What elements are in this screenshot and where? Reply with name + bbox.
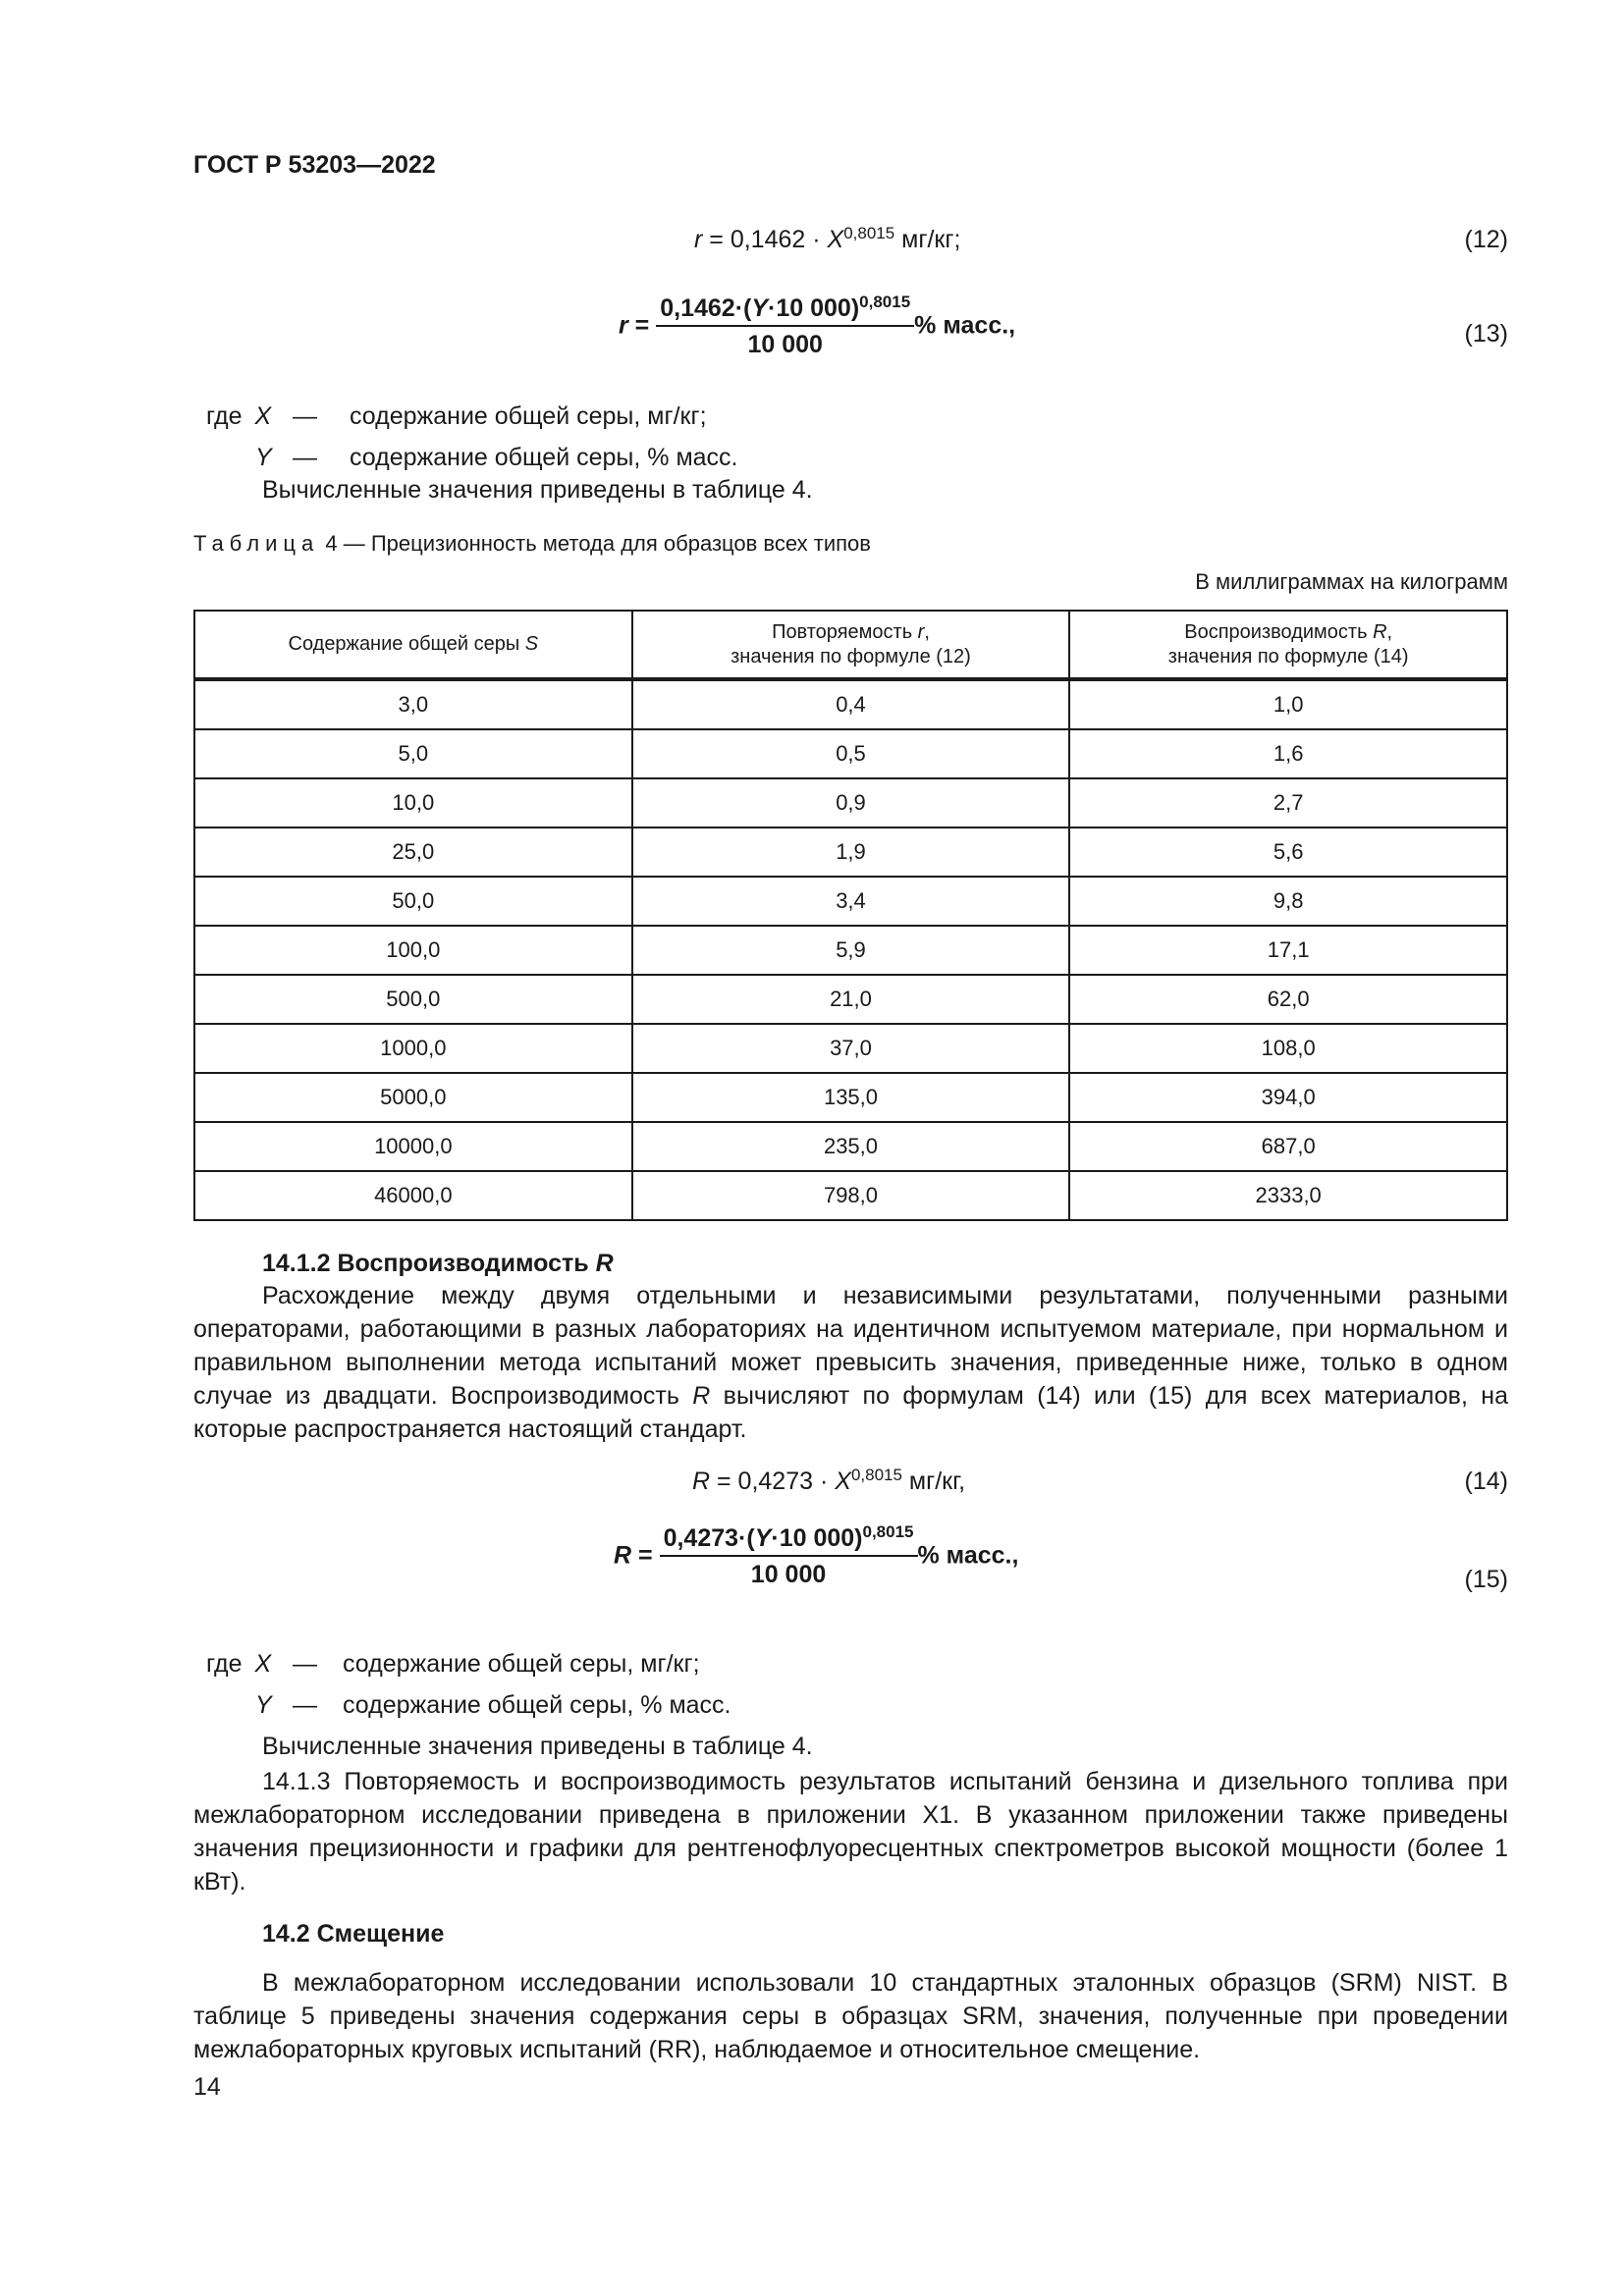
formula-15-lhs: R: [614, 1541, 632, 1570]
formula-13-fraction: [656, 294, 914, 359]
table4-header-row: [194, 611, 1507, 679]
formula-13-coef: 0,1462·(: [660, 294, 752, 322]
table-row: [194, 1171, 1507, 1220]
table-cell: 5000,0: [194, 1073, 632, 1122]
table-cell: 5,9: [632, 926, 1070, 975]
section-14-2-paragraph: В межлабораторном исследовании использовали 10 стандартных эталонных образцов (SRM) NIST. В таблице 5 приведены значения содержания серы в образцах SRM, значения, полученные при проведении межлабораторных круговых испытаний (RR), наблюдаемое и относительное смещение.: [193, 1969, 1508, 2063]
where2-prefix: где: [206, 1650, 243, 1678]
formula-12-exp: 0,8015: [843, 224, 895, 242]
formula-13-numerator: [656, 294, 914, 327]
formula-14-number: (14): [1464, 1468, 1508, 1495]
formula-12-unit: мг/кг;: [894, 226, 961, 253]
formula-14-lhs: R: [692, 1468, 711, 1495]
where1-y-dash: —: [293, 444, 317, 471]
table-cell: 10000,0: [194, 1122, 632, 1171]
formula-15-denominator: 10 000: [750, 1561, 827, 1588]
formula-14-text: = 0,4273 ·: [710, 1468, 836, 1495]
where2-x-var: X: [254, 1650, 272, 1678]
where2-x-text: содержание общей серы, мг/кг;: [343, 1650, 700, 1678]
formula-15-var: Y: [754, 1524, 772, 1552]
table-cell: 62,0: [1069, 975, 1507, 1024]
table-cell: 5,6: [1069, 828, 1507, 877]
table-cell: 0,5: [632, 729, 1070, 778]
formula-12: [694, 226, 960, 254]
table4-units: В миллиграммах на килограмм: [1195, 569, 1508, 594]
formula-13: [619, 294, 1015, 359]
table4-caption-label: Таблица: [193, 531, 320, 556]
formula-12-var: X: [827, 226, 844, 253]
formula-13-exp: 0,8015: [859, 293, 911, 311]
formula-15-coef: 0,4273·(: [663, 1524, 755, 1552]
formula-15-numerator: [660, 1524, 918, 1557]
table-cell: 0,9: [632, 778, 1070, 828]
where1-prefix: где: [206, 402, 243, 430]
table-row: [194, 828, 1507, 877]
where2-y-text: содержание общей серы, % масс.: [343, 1691, 731, 1719]
where1-note: Вычисленные значения приведены в таблице 4.: [262, 476, 813, 504]
formula-12-number: (12): [1464, 226, 1508, 253]
formula-13-number: (13): [1464, 320, 1508, 347]
formula-15-eq: =: [631, 1541, 660, 1570]
table-cell: 687,0: [1069, 1122, 1507, 1171]
table-cell: 1000,0: [194, 1024, 632, 1073]
table4-caption: [193, 531, 871, 557]
formula-14: [692, 1468, 965, 1496]
table4-header-reproducibility: Воспроизводимость R, значения по формуле (14): [1069, 611, 1507, 679]
formula-15: [614, 1524, 1018, 1589]
formula-12-lhs: r: [694, 226, 703, 253]
section-14-2-heading: 14.2 Смещение: [262, 1920, 445, 1948]
table-cell: 25,0: [194, 828, 632, 877]
page-number: 14: [193, 2073, 221, 2101]
section-14-1-2-heading: 14.1.2 Воспроизводимость R: [262, 1250, 614, 1277]
table-cell: 46000,0: [194, 1171, 632, 1220]
formula-15-unit: % масс.,: [917, 1541, 1019, 1570]
table-cell: 17,1: [1069, 926, 1507, 975]
table4-header-repeatability: Повторяемость r, значения по формуле (12): [632, 611, 1070, 679]
formula-15-fraction: [660, 1524, 918, 1589]
table-row: [194, 679, 1507, 729]
where2-y-var: Y: [255, 1691, 272, 1719]
table4: [193, 610, 1508, 1221]
where2-y-dash: —: [293, 1691, 317, 1719]
where1-x-var: X: [254, 402, 272, 430]
formula-14-exp: 0,8015: [850, 1466, 902, 1484]
table-cell: 1,0: [1069, 679, 1507, 729]
table4-header-sulfur: Содержание общей серы S: [194, 611, 632, 679]
formula-13-lhs: r: [619, 311, 628, 340]
table-cell: 235,0: [632, 1122, 1070, 1171]
table-cell: 2,7: [1069, 778, 1507, 828]
formula-12-text: = 0,1462 ·: [702, 226, 828, 253]
where1-x-row: [206, 402, 271, 431]
table-row: [194, 1073, 1507, 1122]
table-cell: 2333,0: [1069, 1171, 1507, 1220]
table-cell: 100,0: [194, 926, 632, 975]
table-cell: 394,0: [1069, 1073, 1507, 1122]
table-cell: 3,4: [632, 877, 1070, 926]
formula-14-var: X: [835, 1468, 851, 1495]
table-row: [194, 1024, 1507, 1073]
formula-15-exp: 0,8015: [862, 1522, 914, 1541]
table-cell: 1,9: [632, 828, 1070, 877]
formula-13-var: Y: [751, 294, 769, 322]
table-row: [194, 1122, 1507, 1171]
table-row: [194, 877, 1507, 926]
table-cell: 37,0: [632, 1024, 1070, 1073]
table-cell: 135,0: [632, 1073, 1070, 1122]
where2-x-dash: —: [293, 1650, 317, 1678]
table-row: [194, 926, 1507, 975]
table-cell: 500,0: [194, 975, 632, 1024]
where1-x-text: содержание общей серы, мг/кг;: [350, 402, 707, 430]
where2-note: Вычисленные значения приведены в таблице 4.: [262, 1733, 813, 1760]
document-header: ГОСТ Р 53203—2022: [193, 151, 436, 179]
formula-13-eq: =: [627, 311, 657, 340]
where1-y-var: Y: [255, 444, 272, 471]
formula-13-denominator: 10 000: [747, 331, 823, 358]
table-cell: 9,8: [1069, 877, 1507, 926]
section-14-1-2-paragraph: Расхождение между двумя отдельными и независимыми результатами, полученными разными операторами, работающими в разных лабораториях на идентичном испытуемом материале, при нормальном и правильном выполнении метода испытаний может превысить значения, приведенные ниже, только в одном случае из двадцати. Воспроизводимость R вычисляют по формулам (14) или (15) для всех материалов, на которые распространяется настоящий стандарт.: [193, 1282, 1508, 1443]
table4-caption-text: 4 — Прецизионность метода для образцов всех типов: [319, 531, 871, 556]
formula-13-unit: % масс.,: [914, 311, 1016, 340]
where1-y-text: содержание общей серы, % масс.: [350, 444, 738, 471]
table-cell: 5,0: [194, 729, 632, 778]
table-cell: 50,0: [194, 877, 632, 926]
table-row: [194, 729, 1507, 778]
table-cell: 108,0: [1069, 1024, 1507, 1073]
formula-13-mid: ·10 000): [768, 294, 860, 322]
where2-x-row: [206, 1650, 271, 1679]
table-cell: 21,0: [632, 975, 1070, 1024]
table-row: [194, 975, 1507, 1024]
table-cell: 798,0: [632, 1171, 1070, 1220]
table-cell: 1,6: [1069, 729, 1507, 778]
table-cell: 10,0: [194, 778, 632, 828]
formula-14-unit: мг/кг,: [901, 1468, 966, 1495]
table-row: [194, 778, 1507, 828]
table-cell: 3,0: [194, 679, 632, 729]
formula-15-number: (15): [1464, 1566, 1508, 1593]
table-cell: 0,4: [632, 679, 1070, 729]
formula-15-mid: ·10 000): [771, 1524, 863, 1552]
section-14-1-3-paragraph: 14.1.3 Повторяемость и воспроизводимость результатов испытаний бензина и дизельного топлива при межлабораторном исследовании приведена в приложении Х1. В указанном приложении также приведены значения прецизионности и графики для рентгенофлуоресцентных спектрометров высокой мощности (более 1 кВт).: [193, 1768, 1508, 1896]
where1-x-dash: —: [293, 402, 317, 430]
